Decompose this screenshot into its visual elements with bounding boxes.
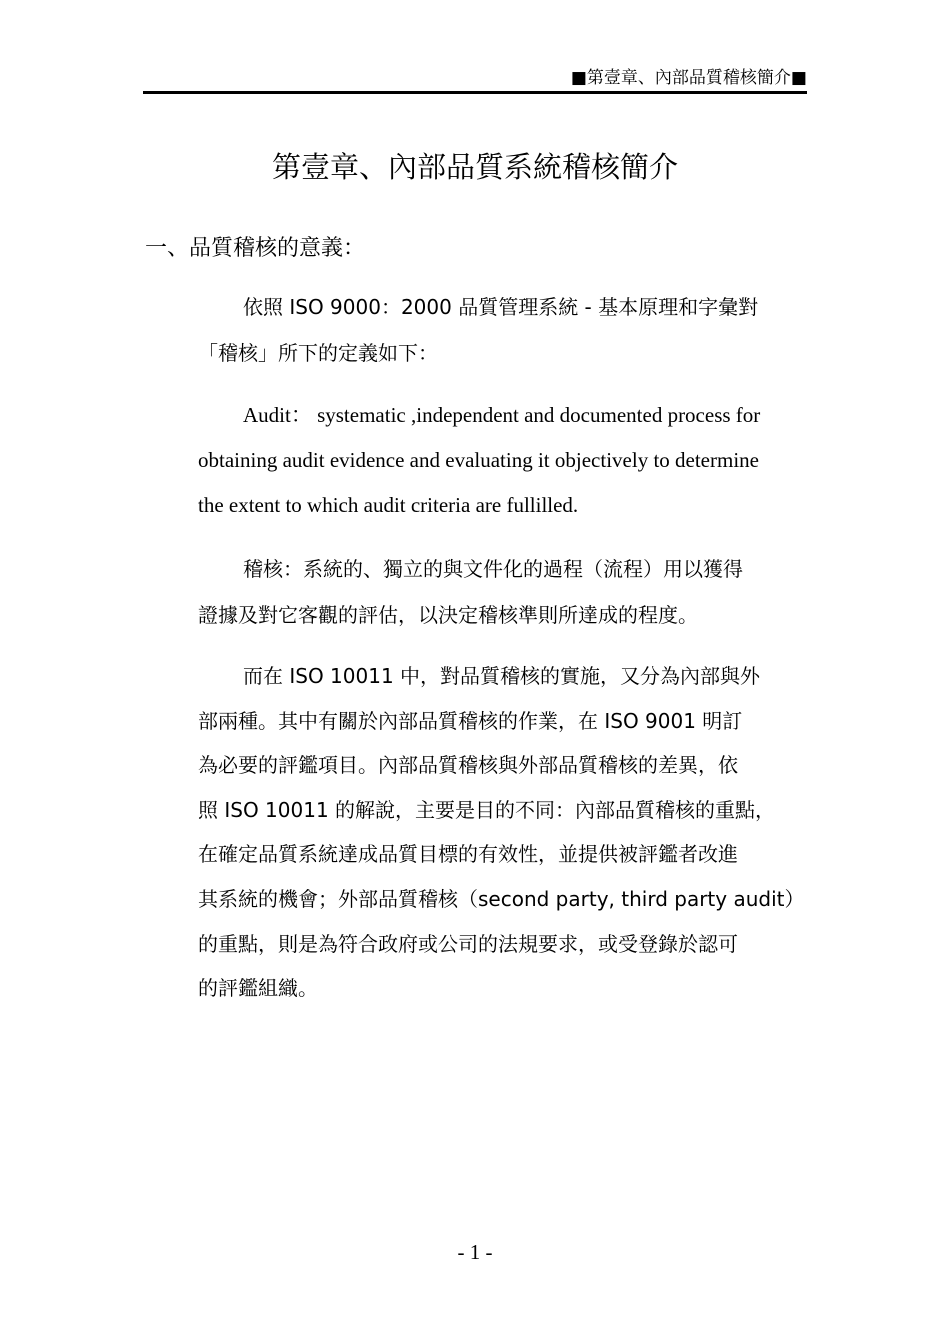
paragraph-line: 在確定品質系統達成品質目標的有效性，並提供被評鑑者改進 <box>198 842 738 867</box>
header-rule <box>143 91 807 94</box>
running-header: ■第壹章、內部品質稽核簡介■ <box>570 68 807 88</box>
paragraph-line: Audit： systematic ,independent and documented process for <box>243 403 761 427</box>
paragraph-line: 部兩種。其中有關於內部品質稽核的作業，在 ISO 9001 明訂 <box>198 708 743 733</box>
paragraph-line: 的重點，則是為符合政府或公司的法規要求，或受登錄於認可 <box>198 931 738 956</box>
paragraph-line: 其系統的機會；外部品質稽核（second party, third party audit） <box>198 886 805 911</box>
paragraph-line: obtaining audit evidence and evaluating it objectively to determine <box>198 448 759 472</box>
paragraph-definition-intro <box>198 284 806 376</box>
paragraph-line: 「稽核」所下的定義如下： <box>198 341 438 365</box>
chapter-title: 第壹章、內部品質系統稽核簡介 <box>271 150 678 184</box>
paragraph-line: 為必要的評鑑項目。內部品質稽核與外部品質稽核的差異，依 <box>198 753 738 778</box>
paragraph-definition-chinese <box>198 546 806 638</box>
paragraph-line: the extent to which audit criteria are fullilled. <box>198 493 579 517</box>
section-heading: 一、品質稽核的意義： <box>145 236 366 261</box>
page-number: - 1 - <box>457 1240 493 1264</box>
paragraph-line: 的評鑑組織。 <box>198 976 318 1001</box>
paragraph-line: 照 ISO 10011 的解說，主要是目的不同：內部品質稽核的重點， <box>198 797 776 822</box>
paragraph-line: 而在 ISO 10011 中，對品質稽核的實施，又分為內部與外 <box>243 664 761 688</box>
paragraph-line: 稽核：系統的、獨立的與文件化的過程（流程）用以獲得 <box>243 557 743 581</box>
paragraph-line: 依照 ISO 9000：2000 品質管理系統 - 基本原理和字彙對 <box>243 295 759 319</box>
paragraph-definition-english <box>198 393 806 528</box>
paragraph-iso10011 <box>198 654 806 1011</box>
paragraph-line: 證據及對它客觀的評估，以決定稽核準則所達成的程度。 <box>198 603 698 627</box>
